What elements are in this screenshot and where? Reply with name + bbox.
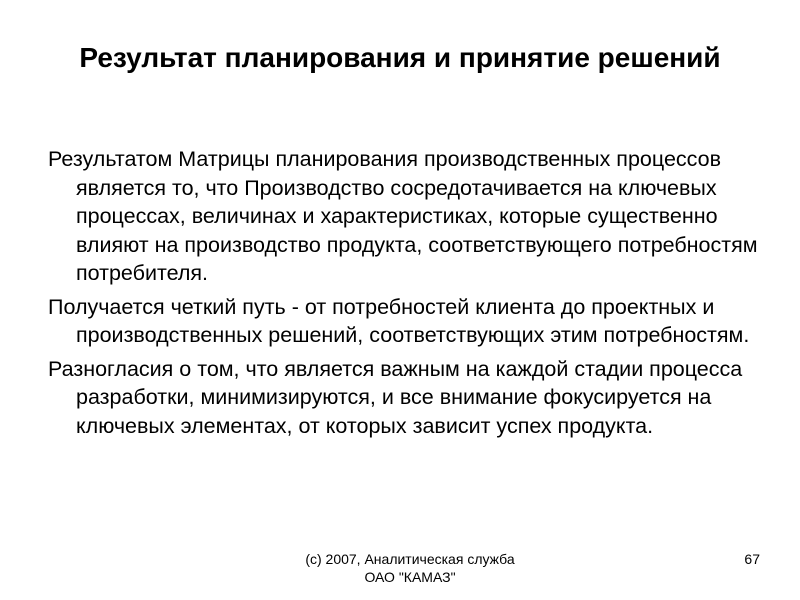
page-number: 67 bbox=[744, 551, 760, 567]
footer-copyright-line-2: ОАО "КАМАЗ" bbox=[364, 569, 456, 585]
slide-title: Результат планирования и принятие решений bbox=[79, 42, 721, 73]
footer-copyright-line-1: (c) 2007, Аналитическая служба bbox=[305, 551, 515, 567]
footer-copyright bbox=[270, 550, 550, 586]
body-paragraph-2: Получается четкий путь - от потребностей клиента до проектных и производственных решений, соответствующих этим потребностям. bbox=[48, 294, 750, 347]
body-paragraph-3: Разногласия о том, что является важным на каждой стадии процесса разработки, минимизируются, и все внимание фокусируется на ключевых элементах, от которых зависит успех продукта. bbox=[48, 356, 743, 438]
body-paragraph-1: Результатом Матрицы планирования производственных процессов является то, что Производство сосредотачивается на ключевых процессах, величинах и характеристиках, которые существенно влияют на производство продукта, соответствующего потребностям потребителя. bbox=[48, 147, 758, 285]
slide-body bbox=[48, 145, 778, 445]
